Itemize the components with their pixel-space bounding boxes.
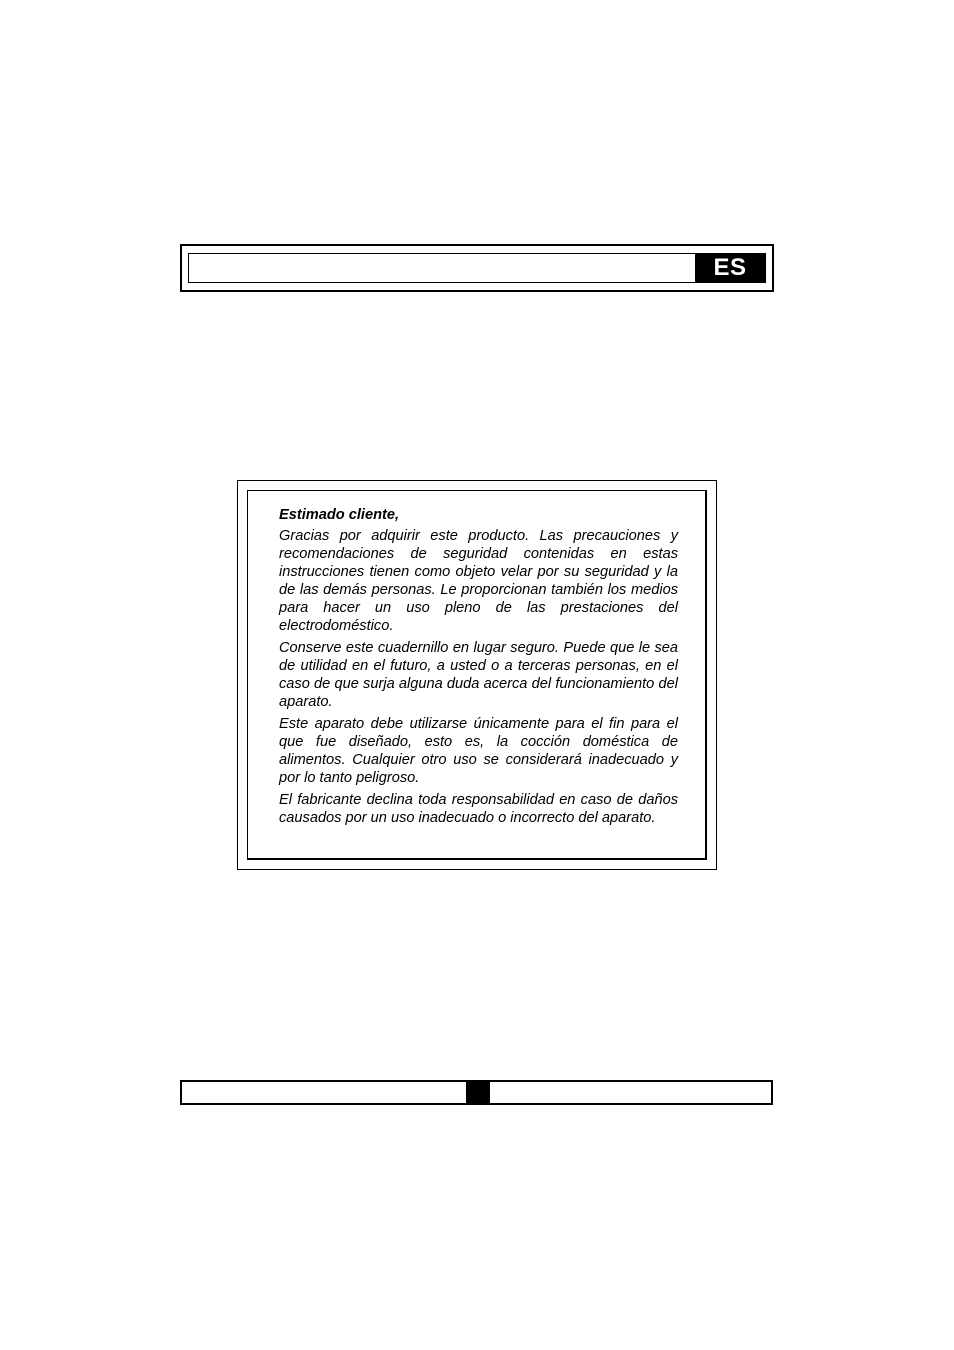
customer-notice-inner-frame: [247, 490, 707, 860]
language-header-inner-frame: [188, 253, 766, 283]
notice-paragraph-liability: El fabricante declina toda responsabilidad en caso de daños causados por un uso inadecuado o incorrecto del aparato.: [279, 792, 678, 826]
notice-paragraph-thanks: Gracias por adquirir este producto. Las precauciones y recomendaciones de seguridad contenidas en estas instrucciones tienen como objeto velar por su seguridad y la de las demás personas. Le proporcionan también los medios para hacer un uso pleno de las prestaciones del electrodoméstico.: [279, 528, 678, 634]
page-number-marker: [466, 1081, 490, 1104]
customer-notice-box: [237, 480, 717, 870]
language-header-bar: [180, 244, 774, 292]
language-code-badge: ES: [695, 254, 765, 282]
notice-paragraph-intended-use: Este aparato debe utilizarse únicamente para el fin para el que fue diseñado, esto es, la cocción doméstica de alimentos. Cualquier otro uso se considerará inadecuado y por lo tanto peligroso.: [279, 716, 678, 786]
customer-notice-text: [279, 506, 678, 831]
page-footer-bar: [180, 1080, 773, 1105]
notice-heading: Estimado cliente,: [279, 507, 400, 523]
notice-paragraph-keep-booklet: Conserve este cuadernillo en lugar seguro. Puede que le sea de utilidad en el futuro, a usted o a terceras personas, en el caso de que surja alguna duda acerca del funcionamiento del aparato.: [279, 640, 678, 710]
